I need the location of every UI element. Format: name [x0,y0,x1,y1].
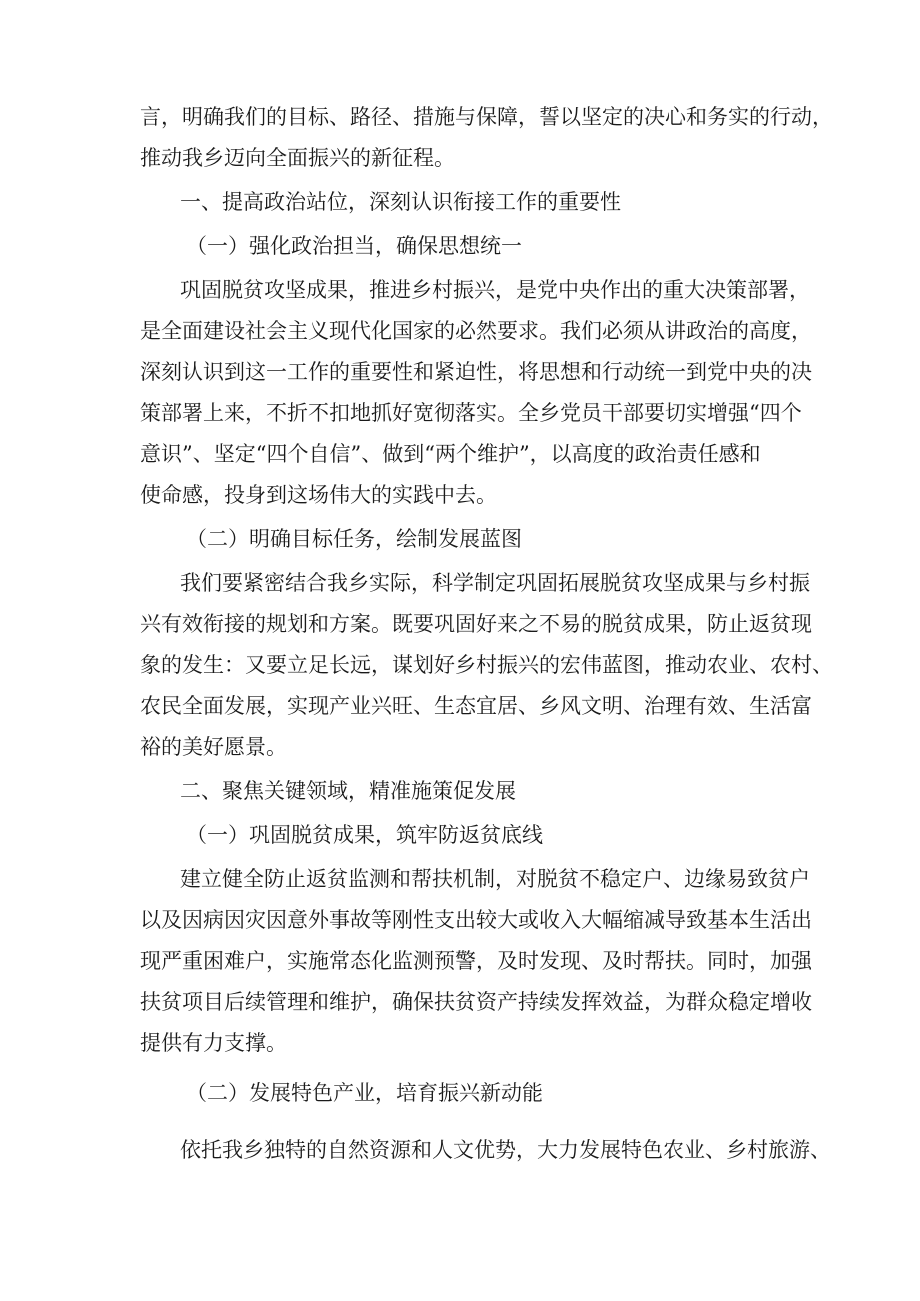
text-line: 建立健全防止返贫监测和帮扶机制，对脱贫不稳定户、边缘易致贫户 [180,867,810,891]
text-line: 我们要紧密结合我乡实际，科学制定巩固拓展脱贫攻坚成果与乡村振 [180,571,810,595]
text-line: 巩固脱贫攻坚成果，推进乡村振兴，是党中央作出的重大决策部署， [180,278,810,302]
text-line: 裕的美好愿景。 [140,735,287,759]
text-line: 推动我乡迈向全面振兴的新征程。 [140,146,455,170]
text-line: 使命感，投身到这场伟大的实践中去。 [140,483,497,507]
text-line: 意识”、坚定“四个自信”、做到“两个维护”，以高度的政治责任感和 [140,442,761,466]
section-heading: 一、提高政治站位，深刻认识衔接工作的重要性 [180,190,621,214]
text-line: 深刻认识到这一工作的重要性和紧迫性，将思想和行动统一到党中央的决 [140,360,812,384]
text-line: 是全面建设社会主义现代化国家的必然要求。我们必须从讲政治的高度， [140,319,812,343]
section-heading: 二、聚焦关键领域，精准施策促发展 [180,779,516,803]
text-line: 农民全面发展，实现产业兴旺、生态宜居、乡风文明、治理有效、生活富 [140,694,812,718]
subsection-heading: （二）发展特色产业，培育振兴新动能 [186,1081,543,1105]
text-line: 提供有力支撑。 [140,1031,287,1055]
text-line: 以及因病因灾因意外事故等刚性支出较大或收入大幅缩减导致基本生活出 [140,908,812,932]
text-line: 言，明确我们的目标、路径、措施与保障，誓以坚定的决心和务实的行动， [140,105,833,129]
text-line: 现严重困难户，实施常态化监测预警，及时发现、及时帮扶。同时，加强 [140,949,812,973]
text-line: 兴有效衔接的规划和方案。既要巩固好来之不易的脱贫成果，防止返贫现 [140,612,812,636]
subsection-heading: （二）明确目标任务，绘制发展蓝图 [186,527,522,551]
text-line: 依托我乡独特的自然资源和人文优势，大力发展特色农业、乡村旅游、 [180,1138,831,1162]
text-line: 扶贫项目后续管理和维护，确保扶贫资产持续发挥效益，为群众稳定增收 [140,990,812,1014]
text-line: 象的发生：又要立足长远，谋划好乡村振兴的宏伟蓝图，推动农业、农村、 [140,653,833,677]
subsection-heading: （一）巩固脱贫成果，筑牢防返贫底线 [186,823,543,847]
text-line: 策部署上来，不折不扣地抓好宽彻落实。全乡党员干部要切实增强“四个 [140,401,802,425]
subsection-heading: （一）强化政治担当，确保思想统一 [186,234,522,258]
